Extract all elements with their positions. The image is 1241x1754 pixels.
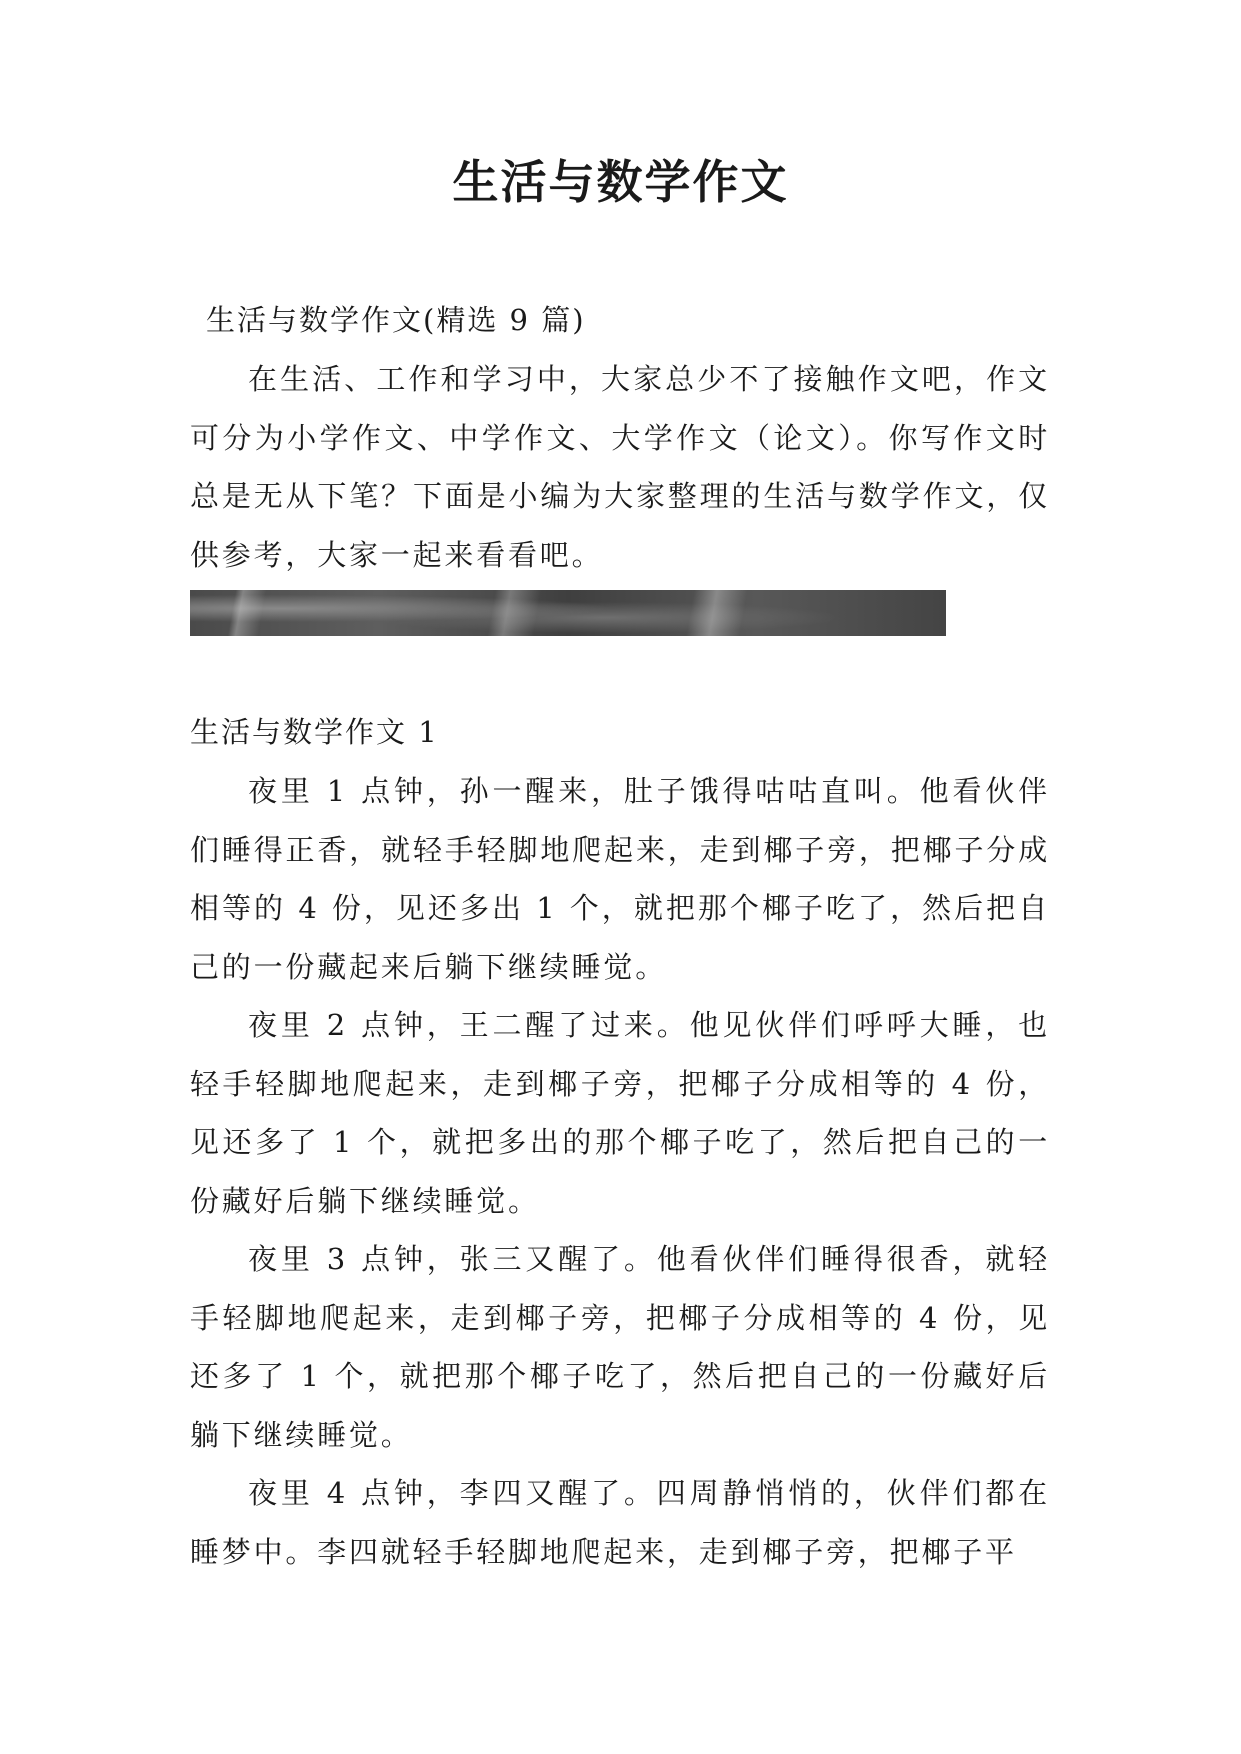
document-subtitle: 生活与数学作文(精选 9 篇): [206, 303, 586, 337]
body-paragraph: 夜里 4 点钟，李四又醒了。四周静悄悄的，伙伴们都在睡梦中。李四就轻手轻脚地爬起来，走到椰子旁，把椰子平: [190, 1476, 1050, 1569]
body-paragraph: 夜里 1 点钟，孙一醒来，肚子饿得咕咕直叫。他看伙伴们睡得正香，就轻手轻脚地爬起来，走到椰子旁，把椰子分成相等的 4 份，见还多出 1 个，就把那个椰子吃了，然后把自己的一份藏起来后躺下继续睡觉。: [190, 774, 1050, 984]
section-heading: 生活与数学作文 1: [190, 715, 439, 749]
body-paragraph: 夜里 2 点钟，王二醒了过来。他见伙伴们呼呼大睡，也轻手轻脚地爬起来，走到椰子旁，把椰子分成相等的 4 份，见还多了 1 个，就把多出的那个椰子吃了，然后把自己的一份藏好后躺下继续睡觉。: [190, 1008, 1050, 1218]
body-paragraph: 夜里 3 点钟，张三又醒了。他看伙伴们睡得很香，就轻手轻脚地爬起来，走到椰子旁，把椰子分成相等的 4 份，见还多了 1 个，就把那个椰子吃了，然后把自己的一份藏好后躺下继续睡觉。: [190, 1242, 1050, 1452]
document-title: 生活与数学作文: [452, 155, 789, 209]
banner-image: [190, 590, 946, 636]
document-body: [190, 290, 1050, 1581]
intro-paragraph: 在生活、工作和学习中，大家总少不了接触作文吧，作文可分为小学作文、中学作文、大学作文（论文）。你写作文时总是无从下笔？下面是小编为大家整理的生活与数学作文，仅供参考，大家一起来看看吧。: [190, 362, 1050, 572]
